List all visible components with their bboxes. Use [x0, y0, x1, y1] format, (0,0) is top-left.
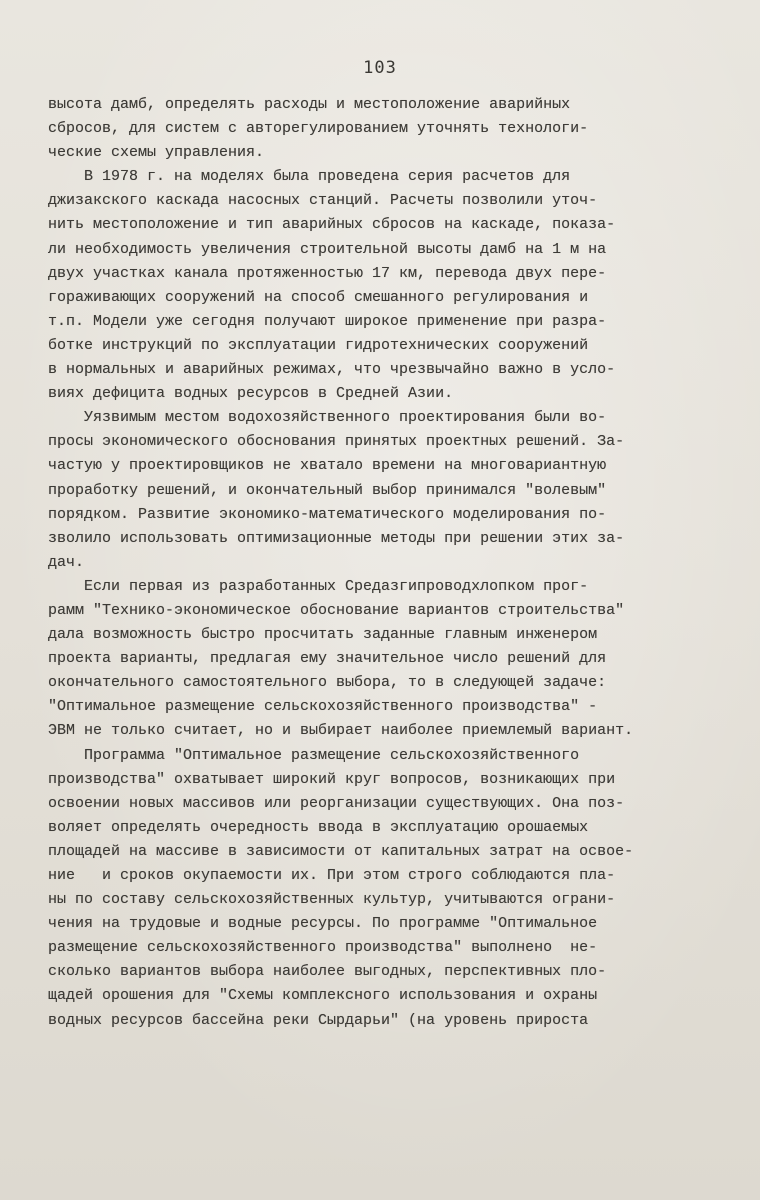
text-line: воляет определять очередность ввода в эксплуатацию орошаемых	[48, 818, 589, 836]
text-line: размещение сельскохозяйственного производства" выполнено не-	[48, 939, 598, 957]
text-line: щадей орошения для "Схемы комплексного использования и охраны	[48, 987, 598, 1005]
body-text	[48, 93, 720, 1033]
text-line: Если первая из разработанных Средазгипроводхлопком прог-	[48, 577, 589, 595]
text-line: ботке инструкций по эксплуатации гидротехнических сооружений	[48, 336, 589, 354]
text-line: окончательного самостоятельного выбора, то в следующей задаче:	[48, 674, 607, 692]
text-line: водных ресурсов бассейна реки Сырдарьи" (на уровень прироста	[48, 1011, 589, 1029]
text-line: ли необходимость увеличения строительной высоты дамб на 1 м на	[48, 240, 607, 258]
text-line: ние и сроков окупаемости их. При этом строго соблюдаются пла-	[48, 867, 616, 884]
text-line: зволило использовать оптимизационные методы при решении этих за-	[48, 529, 625, 547]
text-line: проекта варианты, предлагая ему значительное число решений для	[48, 650, 607, 668]
text-line: просы экономического обоснования принятых проектных решений. За-	[48, 433, 625, 451]
text-line: в нормальных и аварийных режимах, что чрезвычайно важно в усло-	[48, 361, 616, 379]
text-line: чения на трудовые и водные ресурсы. По программе "Оптимальное	[48, 915, 598, 933]
text-line: сбросов, для систем с авторегулированием уточнять технологи-	[48, 120, 589, 138]
text-line: Уязвимым местом водохозяйственного проектирования были во-	[48, 409, 607, 427]
text-line: ческие схемы управления.	[48, 144, 265, 162]
text-line: площадей на массиве в зависимости от капитальных затрат на освое-	[48, 842, 634, 860]
page-number: 103	[363, 58, 397, 78]
text-line: Программа "Оптимальное размещение сельскохозяйственного	[48, 746, 580, 764]
text-line: двух участках канала протяженностью 17 км, перевода двух пере-	[48, 264, 607, 282]
text-line: "Оптимальное размещение сельскохозяйственного производства" -	[48, 698, 598, 716]
text-line: освоении новых массивов или реорганизации существующих. Она поз-	[48, 794, 625, 812]
text-line: нить местоположение и тип аварийных сбросов на каскаде, показа-	[48, 216, 616, 234]
text-line: ЭВМ не только считает, но и выбирает наиболее приемлемый вариант.	[48, 722, 634, 740]
text-line: рамм "Технико-экономическое обоснование вариантов строительства"	[48, 601, 625, 619]
text-line: джизакского каскада насосных станций. Расчеты позволили уточ-	[48, 192, 598, 210]
text-line: сколько вариантов выбора наиболее выгодных, перспективных пло-	[48, 963, 607, 981]
text-line: дала возможность быстро просчитать заданные главным инженером	[48, 626, 598, 644]
text-line: высота дамб, определять расходы и местоположение аварийных	[48, 96, 571, 113]
text-line: виях дефицита водных ресурсов в Средней Азии.	[48, 385, 454, 403]
text-line: проработку решений, и окончательный выбор принимался "волевым"	[48, 481, 607, 499]
text-line: порядком. Развитие экономико-математического моделирования по-	[48, 505, 607, 523]
text-line: ны по составу сельскохозяйственных культур, учитываются ограни-	[48, 891, 616, 909]
text-line: производства" охватывает широкий круг вопросов, возникающих при	[48, 770, 616, 788]
text-line: т.п. Модели уже сегодня получают широкое применение при разра-	[48, 312, 607, 330]
text-line: гораживающих сооружений на способ смешанного регулирования и	[48, 288, 589, 306]
text-line: частую у проектировщиков не хватало времени на многовариантную	[48, 457, 607, 475]
text-line: дач.	[48, 553, 85, 571]
text-line: В 1978 г. на моделях была проведена серия расчетов для	[48, 168, 571, 186]
